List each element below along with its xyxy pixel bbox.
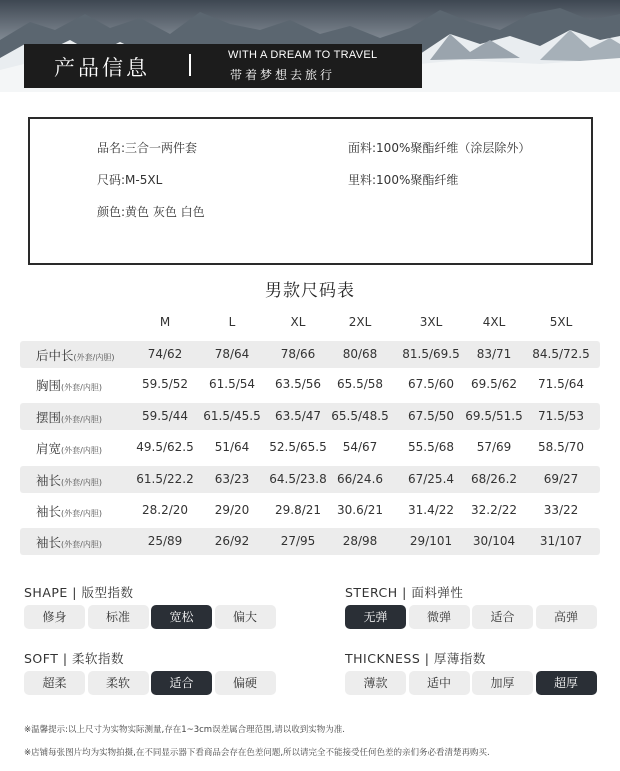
size-column-header: 4XL bbox=[482, 315, 506, 329]
product-info-box bbox=[28, 117, 593, 265]
title-divider bbox=[189, 54, 191, 76]
size-cell: 59.5/52 bbox=[141, 377, 189, 391]
row-label bbox=[36, 502, 102, 520]
size-column-header: XL bbox=[290, 315, 306, 329]
size-column-header: M bbox=[159, 315, 171, 329]
size-cell: 33/22 bbox=[543, 503, 579, 517]
size-cell: 31/107 bbox=[539, 534, 583, 548]
size-cell: 58.5/70 bbox=[537, 440, 585, 454]
size-table-row bbox=[20, 497, 600, 524]
soft-title: SOFT | 柔软指数 bbox=[24, 651, 125, 666]
size-cell: 52.5/65.5 bbox=[269, 440, 327, 454]
stretch-option: 适合 bbox=[472, 605, 533, 629]
size-cell: 69.5/62 bbox=[470, 377, 518, 391]
size-note: ※温馨提示:以上尺寸为实物实际测量,存在1~3cm误差属合理范围,请以收到实物为准. bbox=[24, 725, 345, 735]
size-cell: 28.2/20 bbox=[141, 503, 189, 517]
shape-option: 偏大 bbox=[215, 605, 276, 629]
stretch-title: STERCH | 面料弹性 bbox=[345, 585, 464, 600]
product-name: 品名:三合一两件套 bbox=[97, 141, 198, 155]
shape-option: 标准 bbox=[88, 605, 149, 629]
slogan-en: WITH A DREAM TO TRAVEL bbox=[228, 49, 378, 61]
thickness-option: 加厚 bbox=[472, 671, 533, 695]
row-label-main: 肩宽 bbox=[36, 441, 62, 456]
row-label-main: 后中长 bbox=[36, 348, 74, 363]
size-cell: 59.5/44 bbox=[141, 409, 189, 423]
size-cell: 63.5/47 bbox=[274, 409, 322, 423]
slogan-cn: 带着梦想去旅行 bbox=[230, 68, 336, 82]
size-cell: 55.5/68 bbox=[407, 440, 455, 454]
size-table-row bbox=[20, 403, 600, 430]
size-cell: 51/64 bbox=[214, 440, 250, 454]
soft-option: 适合 bbox=[151, 671, 212, 695]
row-label-main: 袖长 bbox=[36, 504, 62, 519]
size-cell: 68/26.2 bbox=[470, 472, 518, 486]
size-table-row bbox=[20, 466, 600, 493]
size-cell: 54/67 bbox=[342, 440, 378, 454]
row-label bbox=[36, 346, 114, 364]
header-banner bbox=[0, 0, 620, 92]
size-cell: 69.5/51.5 bbox=[465, 409, 523, 423]
thickness-option: 薄款 bbox=[345, 671, 406, 695]
shape-option: 宽松 bbox=[151, 605, 212, 629]
size-cell: 74/62 bbox=[147, 347, 183, 361]
row-label bbox=[36, 439, 102, 457]
row-label-sub: (外套/内胆) bbox=[61, 446, 102, 455]
size-cell: 29/20 bbox=[214, 503, 250, 517]
soft-option: 超柔 bbox=[24, 671, 85, 695]
size-cell: 69/27 bbox=[543, 472, 579, 486]
stretch-option: 高弹 bbox=[536, 605, 597, 629]
row-label-main: 袖长 bbox=[36, 535, 62, 550]
size-cell: 25/89 bbox=[147, 534, 183, 548]
size-cell: 71.5/53 bbox=[537, 409, 585, 423]
size-table-row bbox=[20, 434, 600, 461]
row-label-sub: (外套/内胆) bbox=[73, 353, 115, 362]
size-cell: 29.8/21 bbox=[274, 503, 322, 517]
size-table-row bbox=[20, 528, 600, 555]
size-cell: 61.5/22.2 bbox=[136, 472, 194, 486]
size-cell: 28/98 bbox=[342, 534, 378, 548]
size-cell: 29/101 bbox=[409, 534, 453, 548]
size-cell: 78/66 bbox=[280, 347, 316, 361]
size-cell: 66/24.6 bbox=[336, 472, 384, 486]
row-label-sub: (外套/内胆) bbox=[61, 540, 102, 549]
size-cell: 64.5/23.8 bbox=[269, 472, 327, 486]
size-cell: 83/71 bbox=[476, 347, 512, 361]
size-column-header: 3XL bbox=[419, 315, 443, 329]
size-cell: 61.5/54 bbox=[208, 377, 256, 391]
size-cell: 67/25.4 bbox=[407, 472, 455, 486]
size-cell: 30/104 bbox=[472, 534, 516, 548]
shape-title: SHAPE | 版型指数 bbox=[24, 585, 134, 600]
product-colors: 颜色:黄色 灰色 白色 bbox=[97, 205, 205, 219]
size-cell: 81.5/69.5 bbox=[402, 347, 460, 361]
stretch-option: 微弹 bbox=[409, 605, 470, 629]
size-cell: 67.5/60 bbox=[407, 377, 455, 391]
stretch-option: 无弹 bbox=[345, 605, 406, 629]
size-cell: 61.5/45.5 bbox=[203, 409, 261, 423]
product-lining: 里料:100%聚酯纤维 bbox=[348, 173, 459, 187]
size-cell: 67.5/50 bbox=[407, 409, 455, 423]
row-label-main: 袖长 bbox=[36, 473, 62, 488]
thickness-option: 适中 bbox=[409, 671, 470, 695]
size-cell: 80/68 bbox=[342, 347, 378, 361]
size-cell: 63.5/56 bbox=[274, 377, 322, 391]
row-label bbox=[36, 471, 102, 489]
product-size-range: 尺码:M-5XL bbox=[97, 173, 163, 187]
size-cell: 71.5/64 bbox=[537, 377, 585, 391]
row-label-sub: (外套/内胆) bbox=[61, 509, 102, 518]
row-label bbox=[36, 533, 102, 551]
title-bar bbox=[24, 44, 422, 88]
thickness-option: 超厚 bbox=[536, 671, 597, 695]
thickness-title: THICKNESS | 厚薄指数 bbox=[345, 651, 486, 666]
size-column-header: 2XL bbox=[348, 315, 372, 329]
color-note: ※店铺每张图片均为实物拍摄,在不同显示器下看商品会存在色差问题,所以请完全不能接受任何色差的亲们务必看清楚再购买. bbox=[24, 748, 490, 758]
size-cell: 63/23 bbox=[214, 472, 250, 486]
row-label-sub: (外套/内胆) bbox=[61, 383, 102, 392]
soft-option: 偏硬 bbox=[215, 671, 276, 695]
size-cell: 49.5/62.5 bbox=[136, 440, 194, 454]
size-table-row bbox=[20, 341, 600, 368]
size-cell: 32.2/22 bbox=[470, 503, 518, 517]
size-cell: 30.6/21 bbox=[336, 503, 384, 517]
size-cell: 57/69 bbox=[476, 440, 512, 454]
product-fabric: 面料:100%聚酯纤维（涂层除外） bbox=[348, 141, 531, 155]
row-label-main: 摆围 bbox=[36, 410, 62, 425]
row-label-sub: (外套/内胆) bbox=[61, 415, 102, 424]
size-cell: 27/95 bbox=[280, 534, 316, 548]
size-cell: 26/92 bbox=[214, 534, 250, 548]
size-cell: 78/64 bbox=[214, 347, 250, 361]
shape-option: 修身 bbox=[24, 605, 85, 629]
size-column-header: L bbox=[228, 315, 236, 329]
size-column-header: 5XL bbox=[549, 315, 573, 329]
row-label bbox=[36, 376, 102, 394]
size-cell: 65.5/58 bbox=[336, 377, 384, 391]
row-label-main: 胸围 bbox=[36, 378, 62, 393]
row-label-sub: (外套/内胆) bbox=[61, 478, 102, 487]
size-table-row bbox=[20, 371, 600, 398]
size-cell: 65.5/48.5 bbox=[331, 409, 389, 423]
soft-option: 柔软 bbox=[88, 671, 149, 695]
size-cell: 84.5/72.5 bbox=[532, 347, 590, 361]
size-table-title: 男款尺码表 bbox=[265, 281, 355, 301]
row-label bbox=[36, 408, 102, 426]
page-title: 产品信息 bbox=[54, 56, 150, 80]
size-cell: 31.4/22 bbox=[407, 503, 455, 517]
